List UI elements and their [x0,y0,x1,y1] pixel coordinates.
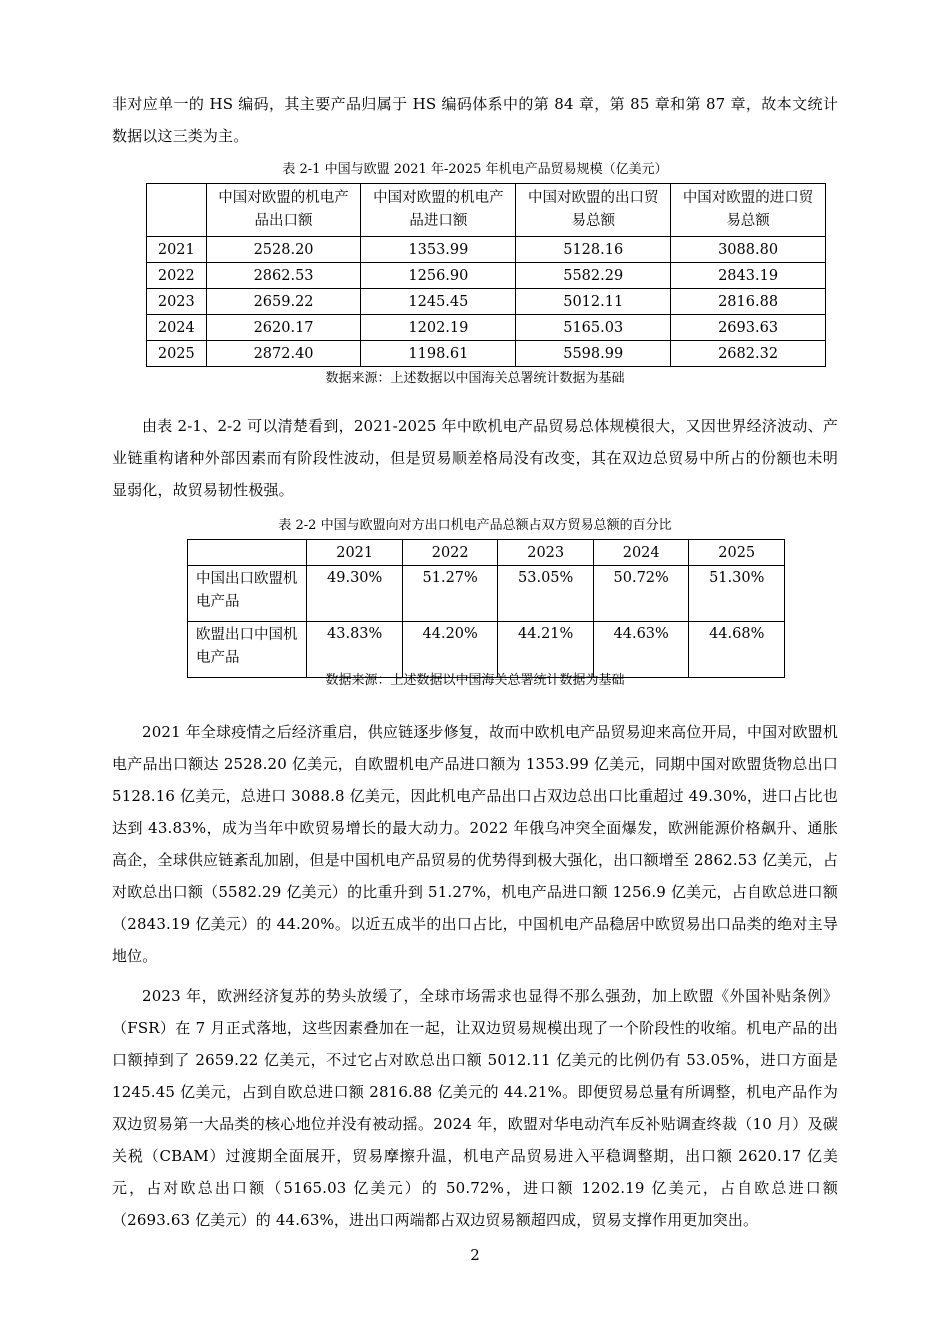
table1-trade-scale [146,183,826,367]
table2-header-year: 2021 [307,540,403,566]
page-number: 2 [470,1246,480,1264]
table2-cell: 44.21% [498,622,594,678]
table1-cell: 3088.80 [671,237,826,263]
table1-cell: 1202.19 [361,315,516,341]
table1-cell: 5582.29 [516,263,671,289]
table1-cell: 2862.53 [206,263,361,289]
table1-year-cell: 2022 [147,263,207,289]
table1-cell: 1245.45 [361,289,516,315]
table1-source-note: 数据来源：上述数据以中国海关总署统计数据为基础 [325,371,625,386]
table2-cell: 53.05% [498,566,594,622]
table1-year-cell: 2024 [147,315,207,341]
table2-header-year: 2023 [498,540,594,566]
table1-cell: 5165.03 [516,315,671,341]
table2-cell: 50.72% [593,566,689,622]
table2-caption: 表 2-2 中国与欧盟向对方出口机电产品总额占双方贸易总额的百分比 [278,518,672,533]
table1-cell: 2843.19 [671,263,826,289]
table-row [188,622,785,678]
table1-year-cell: 2025 [147,341,207,367]
table-row [147,263,826,289]
table2-row-label: 欧盟出口中国机电产品 [188,622,307,678]
table2-cell: 44.20% [402,622,498,678]
analysis-paragraph-1: 由表 2-1、2-2 可以清楚看到，2021-2025 年中欧机电产品贸易总体规模很大，又因世界经济波动、产业链重构诸种外部因素而有阶段性波动，但是贸易顺差格局没有改变，其在双边总贸易中所占的份额也未明显弱化，故贸易韧性极强。 [112,417,838,499]
table2-cell: 49.30% [307,566,403,622]
table2-cell: 51.27% [402,566,498,622]
table-row [147,341,826,367]
table1-header-row [147,184,826,237]
table2-header-year: 2022 [402,540,498,566]
table2-source-note: 数据来源：上述数据以中国海关总署统计数据为基础 [325,673,625,688]
table1-cell: 5128.16 [516,237,671,263]
table1-header-export-mech: 中国对欧盟的机电产品出口额 [206,184,361,237]
table2-cell: 43.83% [307,622,403,678]
table1-cell: 2659.22 [206,289,361,315]
table1-year-cell: 2023 [147,289,207,315]
table1-cell: 1198.61 [361,341,516,367]
table2-header-blank [188,540,307,566]
table2-share-percentages [187,539,785,678]
table1-cell: 2693.63 [671,315,826,341]
table1-cell: 2872.40 [206,341,361,367]
analysis-paragraph-2: 2021 年全球疫情之后经济重启，供应链逐步修复，故而中欧机电产品贸易迎来高位开局，中国对欧盟机电产品出口额达 2528.20 亿美元，自欧盟机电产品进口额为 1353.99 亿美元，同期中国对欧盟货物总出口 5128.16 亿美元，总进口 3088.8 亿美元，因此机电产品出口占双边总出口比重超过 49.30%，进口占比也达到 43.83%，成为当年中欧贸易增长的最大动力。2022 年俄乌冲突全面爆发，欧洲能源价格飙升、通胀高企，全球供应链紊乱加剧，但是中国机电产品贸易的优势得到极大强化，出口额增至 2862.53 亿美元，占对欧总出口额（5582.29 亿美元）的比重升到 51.27%，机电产品进口额 1256.9 亿美元，占自欧总进口额（2843.19 亿美元）的 44.20%。以近五成半的出口占比，中国机电产品稳居中欧贸易出口品类的绝对主导地位。 [112,723,838,965]
table2-header-year: 2025 [689,540,785,566]
table-row [147,289,826,315]
table1-cell: 1256.90 [361,263,516,289]
table1-cell: 5012.11 [516,289,671,315]
table2-cell: 51.30% [689,566,785,622]
table1-cell: 2528.20 [206,237,361,263]
table2-cell: 44.63% [593,622,689,678]
table1-cell: 5598.99 [516,341,671,367]
table1-year-cell: 2021 [147,237,207,263]
table1-cell: 1353.99 [361,237,516,263]
table1-cell: 2816.88 [671,289,826,315]
table1-header-blank [147,184,207,237]
table2-header-year: 2024 [593,540,689,566]
table-row [147,315,826,341]
table-row [147,237,826,263]
table1-caption: 表 2-1 中国与欧盟 2021 年-2025 年机电产品贸易规模（亿美元） [282,162,668,177]
table2-cell: 44.68% [689,622,785,678]
table-row [188,566,785,622]
table1-header-export-total: 中国对欧盟的出口贸易总额 [516,184,671,237]
analysis-paragraph-3: 2023 年，欧洲经济复苏的势头放缓了，全球市场需求也显得不那么强劲，加上欧盟《外国补贴条例》（FSR）在 7 月正式落地，这些因素叠加在一起，让双边贸易规模出现了一个阶段性的收缩。机电产品的出口额掉到了 2659.22 亿美元，不过它占对欧总出口额 5012.11 亿美元的比例仍有 53.05%，进口方面是 1245.45 亿美元，占到自欧总进口额 2816.88 亿美元的 44.21%。即便贸易总量有所调整，机电产品作为双边贸易第一大品类的核心地位并没有被动摇。2024 年，欧盟对华电动汽车反补贴调查终裁（10 月）及碳关税（CBAM）过渡期全面展开，贸易摩擦升温，机电产品贸易进入平稳调整期，出口额 2620.17 亿美元，占对欧总出口额（5165.03 亿美元）的 50.72%，进口额 1202.19 亿美元，占自欧总进口额（2693.63 亿美元）的 44.63%，进出口两端都占双边贸易额超四成，贸易支撑作用更加突出。 [112,987,838,1229]
table2-row-label: 中国出口欧盟机电产品 [188,566,307,622]
table1-header-import-mech: 中国对欧盟的机电产品进口额 [361,184,516,237]
intro-paragraph: 非对应单一的 HS 编码，其主要产品归属于 HS 编码体系中的第 84 章，第 85 章和第 87 章，故本文统计数据以这三类为主。 [112,95,838,145]
table1-cell: 2620.17 [206,315,361,341]
table2-header-row [188,540,785,566]
table1-cell: 2682.32 [671,341,826,367]
table1-header-import-total: 中国对欧盟的进口贸易总额 [671,184,826,237]
